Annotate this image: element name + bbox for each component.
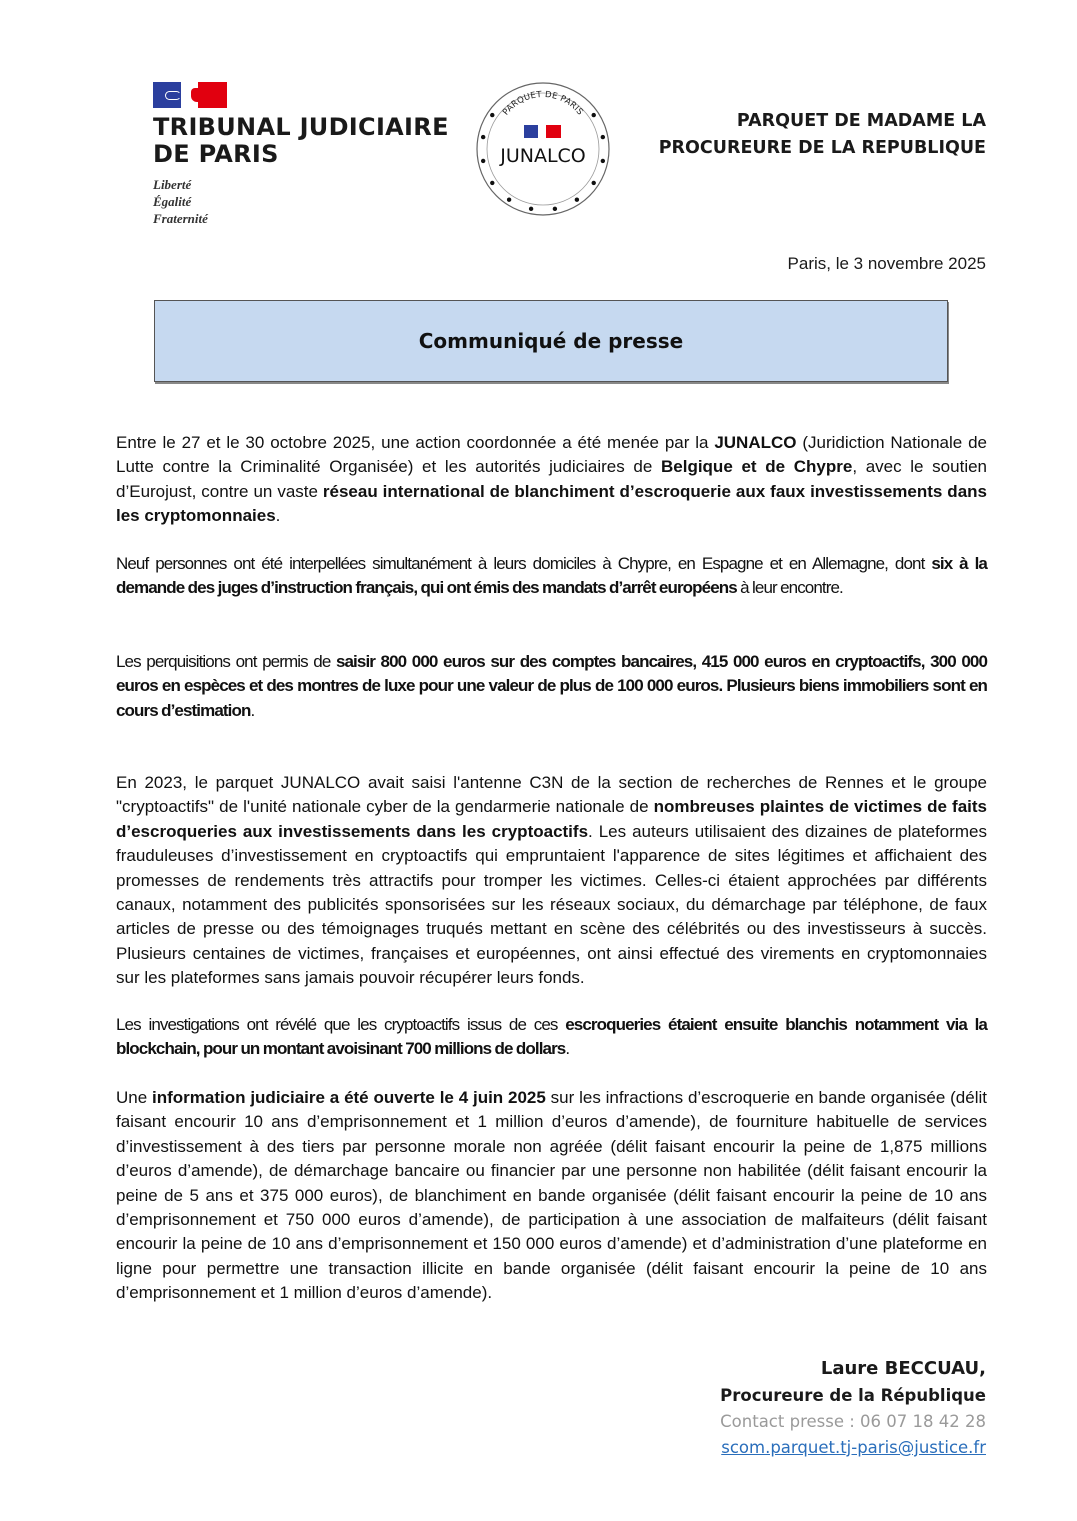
- emphasized-text: six à la demande des juges d’instruction français, qui ont émis des mandats d’arrêt européens: [116, 554, 987, 598]
- seal-dot: [481, 135, 485, 139]
- body-text: .: [275, 506, 281, 526]
- issuer-heading-line2: PROCUREURE DE LA REPUBLIQUE: [658, 138, 986, 158]
- body-text: Neuf personnes ont été interpellées simultanément à leurs domiciles à Chypre, en Espagne et en Allemagne, dont: [116, 554, 932, 573]
- tribunal-name: [153, 114, 453, 168]
- body-text: . Les auteurs utilisaient des dizaines de plateformes frauduleuses d’investissement en cryptoactifs qui empruntaient l'apparence de sites légitimes et affichaient des promesses de rendements très attractifs pour tromper les victimes. Celles-ci étaient approchées par différents canaux, notamment des publicités sponsorisées sur les réseaux sociaux, du démarchage par téléphone, de faux articles de presse ou des témoignages truqués mettant en scène des célébrités ou des investisseurs à succès. Plusieurs centaines de victimes, françaises et européennes, ont ainsi effectué des virements en cryptomonnaies sur les plateformes sans jamais pouvoir récupérer leurs fonds.: [116, 821, 987, 988]
- body-text: .: [565, 1039, 570, 1059]
- republic-motto: [153, 176, 453, 227]
- paragraph-background: [116, 771, 987, 991]
- motto-egalite: Égalité: [153, 194, 192, 209]
- paragraph-arrests: [116, 552, 987, 601]
- emphasized-text: saisir 800 000 euros sur des comptes bancaires, 415 000 euros en cryptoactifs, 300 000 euros en espèces et des montres de luxe pour une valeur de plus de 100 000 euros. Plusieurs biens immobiliers sont en cours d’estimation: [116, 652, 988, 720]
- junalco-seal: [474, 80, 612, 218]
- seal-dot: [507, 198, 511, 202]
- body-text: Les perquisitions ont permis de: [116, 652, 336, 671]
- body-text: Une: [116, 1088, 153, 1107]
- seal-arc-text: PARQUET DE PARIS: [501, 89, 585, 118]
- seal-dot: [592, 113, 596, 117]
- paragraph-judicial-information: [116, 1086, 987, 1306]
- body-text: , avec le soutien d’Eurojust, contre un vaste: [116, 457, 987, 501]
- seal-center-text: JUNALCO: [500, 145, 586, 167]
- seal-dot: [601, 159, 605, 163]
- body-text: Entre le 27 et le 30 octobre 2025, une action coordonnée a été menée par la: [116, 433, 715, 452]
- body-text: (Juridiction Nationale de Lutte contre la Criminalité Organisée) et les autorités judiciaires de: [116, 433, 987, 477]
- seal-dot: [529, 207, 533, 211]
- seal-dot: [490, 181, 494, 185]
- issuer-heading: [659, 108, 986, 162]
- emphasized-text: JUNALCO: [714, 433, 797, 452]
- seal-dot: [575, 198, 579, 202]
- paragraph-seizures: [116, 650, 987, 723]
- motto-fraternite: Fraternité: [153, 211, 208, 226]
- body-text: .: [250, 700, 255, 720]
- seal-dot: [481, 159, 485, 163]
- signatory-name: Laure BECCUAU,: [820, 1358, 986, 1379]
- body-text: En 2023, le parquet JUNALCO avait saisi l'antenne C3N de la section de recherches de Rennes et le groupe "cryptoactifs" de l'unité nationale cyber de la gendarmerie nationale de: [116, 773, 987, 817]
- body-text: sur les infractions d’escroquerie en bande organisée (délit faisant encourir 10 ans d’emprisonnement et 1 million d’euros d’amende), de fourniture habituelle de services d’investissement à des tiers par personne morale non agréée (délit faisant encourir la peine de 1,875 millions d’euros d’amende), de démarchage bancaire ou financier par une personne non habilitée (délit faisant encourir la peine de 5 ans et 375 000 euros), de blanchiment en bande organisée (délit faisant encourir la peine de 10 ans d’emprisonnement et 750 000 euros d’amende), de participation à une association de malfaiteurs (délit faisant encourir la peine de 10 ans d’emprisonnement et 150 000 euros d’amende) et d’administration d’une plateforme en ligne pour permettre une transaction illicite en bande organisée (délit faisant encourir la peine de 10 ans d’emprisonnement et 1 million d’euros d’amende).: [116, 1088, 987, 1303]
- seal-dot: [490, 113, 494, 117]
- tribunal-logo: [153, 82, 453, 227]
- seal-dot: [601, 135, 605, 139]
- tribunal-name-line2: DE PARIS: [153, 140, 279, 168]
- press-contact-phone: Contact presse : 06 07 18 42 28: [720, 1412, 986, 1431]
- emphasized-text: réseau international de blanchiment d’escroquerie aux faux investissements dans les cryptomonnaies: [116, 481, 987, 526]
- issuer-heading-line1: PARQUET DE MADAME LA: [736, 111, 986, 131]
- emphasized-text: escroqueries étaient ensuite blanchis notamment via la blockchain, pour un montant avoisinant 700 millions de dollars: [116, 1015, 987, 1059]
- body-text: à leur encontre.: [736, 578, 843, 598]
- seal-dot: [553, 207, 557, 211]
- motto-liberte: Liberté: [153, 177, 192, 192]
- paragraph-operation: [116, 431, 987, 529]
- document-title: Communiqué de presse: [418, 329, 684, 353]
- release-date: Paris, le 3 novembre 2025: [787, 254, 986, 273]
- title-banner: [154, 300, 948, 382]
- junalco-seal-icon: [474, 80, 612, 218]
- emphasized-text: nombreuses plaintes de victimes de faits d’escroqueries aux investissements dans les cryptoactifs: [116, 797, 988, 841]
- emphasized-text: Belgique et de Chypre: [660, 457, 853, 477]
- emphasized-text: information judiciaire a été ouverte le 4 juin 2025: [152, 1088, 546, 1107]
- press-contact-email-link[interactable]: scom.parquet.tj-paris@justice.fr: [721, 1438, 986, 1457]
- paragraph-laundering: [116, 1013, 987, 1062]
- marianne-flag-icon: [153, 82, 227, 108]
- seal-dot: [592, 181, 596, 185]
- tribunal-name-line1: TRIBUNAL JUDICIAIRE: [153, 113, 449, 141]
- body-text: Les investigations ont révélé que les cryptoactifs issus de ces: [116, 1015, 566, 1034]
- signatory-role: Procureure de la République: [720, 1386, 986, 1405]
- signature-block: [720, 1355, 986, 1461]
